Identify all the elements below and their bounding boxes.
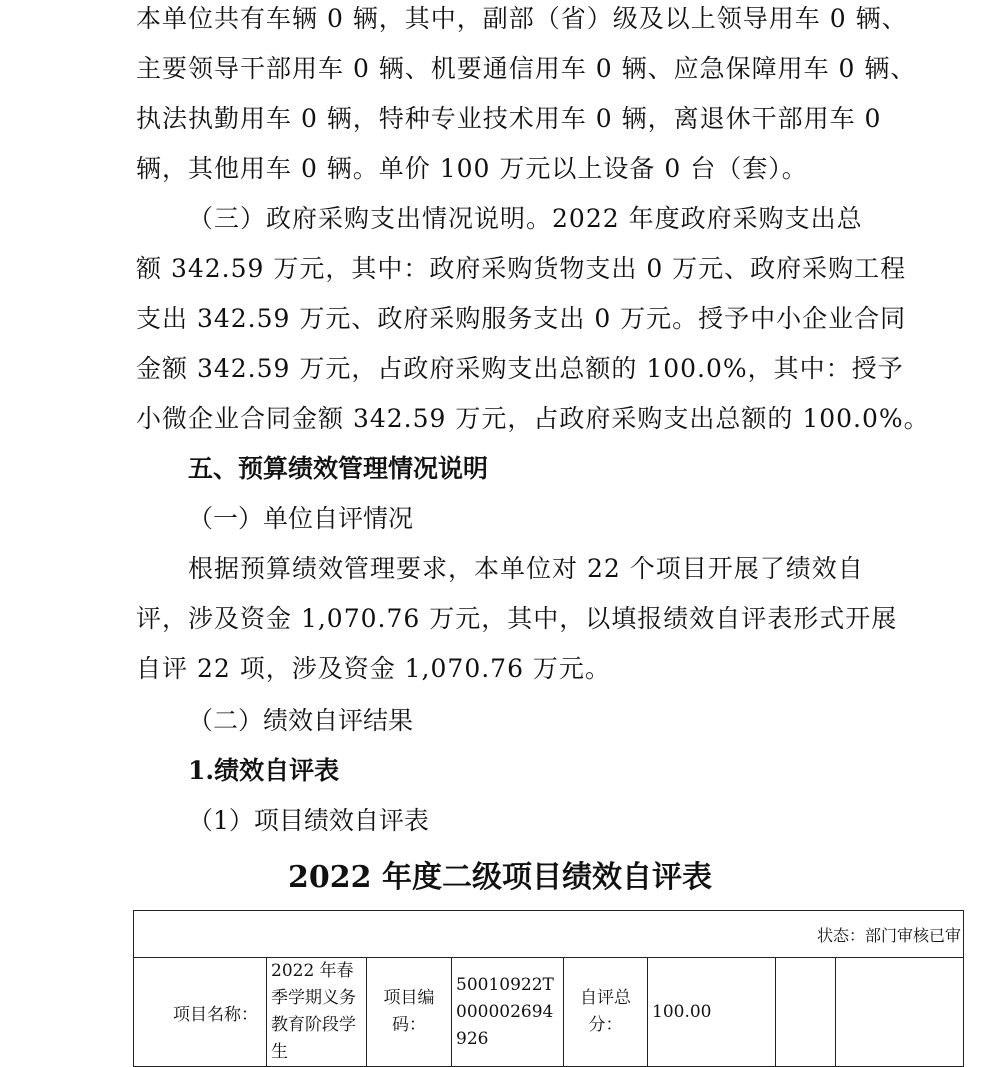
project-code-value: 50010922T000002694926 — [452, 958, 564, 1067]
text-line: 小微企业合同金额 342.59 万元，占政府采购支出总额的 100.0%。 — [136, 404, 930, 433]
self-eval-paragraph — [136, 544, 896, 694]
text-line: 本单位共有车辆 0 辆，其中，副部（省）级及以上领导用车 0 辆、 — [136, 4, 908, 33]
section-heading: 五、预算绩效管理情况说明 — [188, 454, 489, 483]
empty-cell — [836, 958, 964, 1067]
text-line: 根据预算绩效管理要求，本单位对 22 个项目开展了绩效自 — [188, 554, 864, 583]
status-cell: 状态：部门审核已审 — [134, 911, 964, 958]
score-value: 100.00 — [648, 958, 776, 1067]
subsection-heading: （一）单位自评情况 — [188, 504, 414, 533]
text-line: 评，涉及资金 1,070.76 万元，其中，以填报绩效自评表形式开展 — [136, 604, 898, 633]
score-label: 自评总分： — [564, 958, 648, 1067]
item-heading: 1.绩效自评表 — [188, 756, 340, 785]
subsection-heading: （二）绩效自评结果 — [188, 706, 414, 735]
procurement-paragraph — [136, 194, 930, 444]
item-subheading: （1）项目绩效自评表 — [188, 806, 429, 835]
text-line: 辆，其他用车 0 辆。单价 100 万元以上设备 0 台（套）。 — [136, 154, 808, 183]
text-line: 主要领导干部用车 0 辆、机要通信用车 0 辆、应急保障用车 0 辆、 — [136, 54, 917, 83]
project-code-label: 项目编码： — [367, 958, 452, 1067]
text-line: 执法执勤用车 0 辆，特种专业技术用车 0 辆，离退休干部用车 0 — [136, 104, 882, 133]
text-line: 支出 342.59 万元、政府采购服务支出 0 万元。授予中小企业合同 — [136, 304, 907, 333]
text-line: （三）政府采购支出情况说明。2022 年度政府采购支出总 — [188, 204, 863, 233]
evaluation-table — [133, 910, 964, 1067]
text-line: 金额 342.59 万元，占政府采购支出总额的 100.0%，其中：授予 — [136, 354, 904, 383]
text-line: 额 342.59 万元，其中：政府采购货物支出 0 万元、政府采购工程 — [136, 254, 907, 283]
table-title: 2022 年度二级项目绩效自评表 — [288, 860, 712, 895]
empty-cell — [776, 958, 836, 1067]
project-name-label: 项目名称： — [134, 958, 267, 1067]
vehicles-paragraph — [136, 0, 917, 194]
text-line: 自评 22 项，涉及资金 1,070.76 万元。 — [136, 654, 611, 683]
project-name-value: 2022 年春季学期义务教育阶段学生 — [267, 958, 367, 1067]
